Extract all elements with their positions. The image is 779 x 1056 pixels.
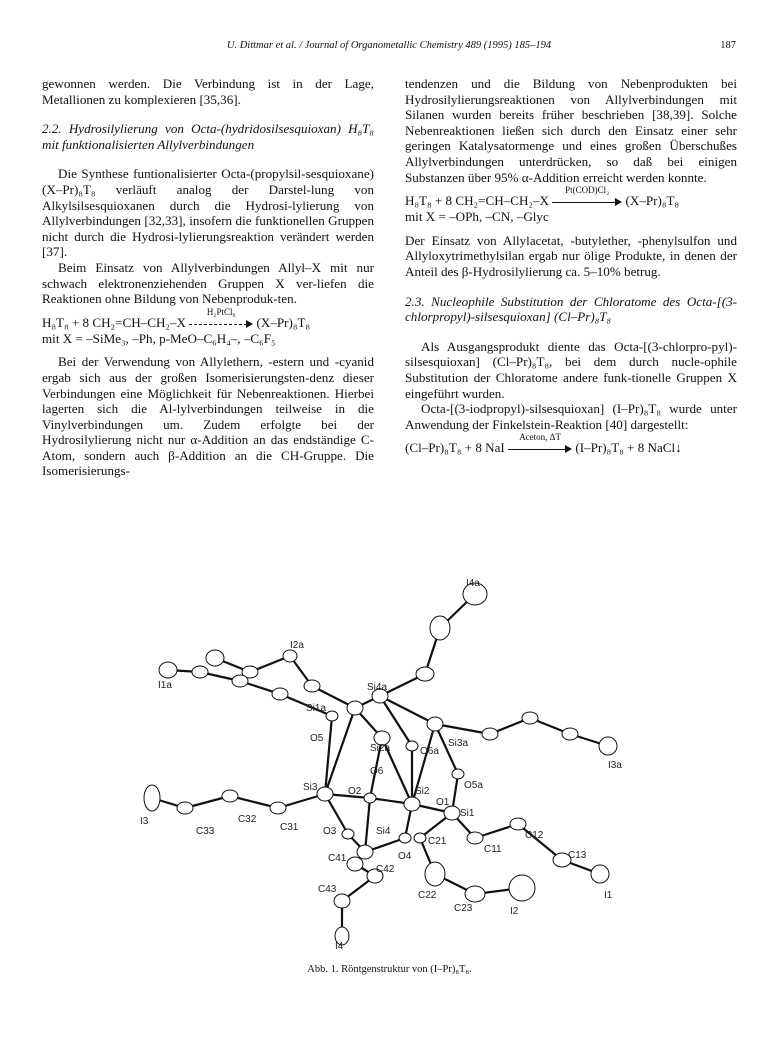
atom-label: C32 — [238, 814, 257, 825]
atom-label: Si3a — [448, 738, 469, 749]
figure-caption: Abb. 1. Röntgenstruktur von (I–Pr)₈T₈. — [307, 964, 472, 975]
atom-label: C13 — [568, 850, 587, 861]
atom-label: I4 — [335, 941, 344, 951]
left-column — [42, 76, 374, 479]
equation-3 — [405, 432, 737, 456]
atom-label: O1 — [436, 797, 450, 808]
atom-label: O4 — [398, 851, 412, 862]
atom-label: I3 — [140, 816, 149, 827]
atom-label: C23 — [454, 903, 473, 914]
substituent-list: mit X = –OPh, –CN, –Glyc — [405, 209, 549, 225]
atom-label: O6a — [420, 746, 439, 757]
atom-label: O5 — [310, 733, 324, 744]
catalyst-label: Pt(COD)Cl₂ — [565, 185, 610, 196]
running-header — [42, 40, 736, 56]
substituent-list: mit X = –SiMe₃, –Ph, p-MeO–C₆H₄–, –C₆F₅ — [42, 330, 276, 346]
atom-label: C22 — [418, 890, 437, 901]
atom-label: O3 — [323, 826, 337, 837]
atom-label: Si2a — [370, 743, 391, 754]
equation-left: H₈T₈ + 8 CH₂=CH–CH₂–X — [42, 314, 186, 330]
atom-label: C31 — [280, 822, 299, 833]
atom-label: I2a — [290, 640, 304, 651]
paragraph: gewonnen werden. Die Verbindung ist in der Lage, Metallionen zu komplexieren [35,36]. — [42, 76, 374, 107]
catalyst-label: H₂PtCl₆ — [206, 306, 236, 317]
equation-left: H₈T₈ + 8 CH₂=CH–CH₂–X — [405, 193, 549, 209]
reaction-arrow — [508, 432, 572, 456]
paragraph: Die Synthese funtionalisierter Octa-(propylsil-sesquioxane) (X–Pr)₈T₈ verläuft analog der Darstel-lung von Alkylsilsesquioxanen durch die Hydrosi-lylierung von Allylverbindungen [32,33], insofern die funktionellen Gruppen nicht durch die Hydrosi-lylierungsreaktion verändert werden [37]. — [42, 166, 374, 260]
atom-label: O2 — [348, 786, 362, 797]
atom-label: I3a — [608, 760, 622, 771]
atom-label: C21 — [428, 836, 447, 847]
atom-label: I2 — [510, 906, 519, 917]
equation-right: (X–Pr)₈T₈ — [625, 193, 680, 209]
section-heading: 2.3. Nucleophile Substitution der Chloratome des Octa-[(3-chlorpropyl)-silsesquioxan] (Cl–Pr)₈T₈ — [405, 293, 737, 325]
atom-label: Si4a — [367, 682, 388, 693]
equation-right: (X–Pr)₈T₈ — [256, 314, 311, 330]
reaction-arrow — [552, 185, 622, 209]
page-number: 187 — [720, 40, 736, 51]
paragraph: Der Einsatz von Allylacetat, -butylether, -phenylsulfon und Allyloxytrimethylsilan ergab nur ölige Produkte, in denen der Anteil des β-Hydrosilylierung ca. 5–10% betrug. — [405, 232, 737, 279]
atom-label: I1 — [604, 890, 613, 901]
paragraph: Beim Einsatz von Allylverbindungen Allyl–X mit nur schwach elektronenziehenden Gruppen X ver-liefen die Reaktionen ohne Bildung von Nebenproduk-ten. — [42, 259, 374, 307]
atom-label: C43 — [318, 884, 337, 895]
running-title: U. Dittmar et al. / Journal of Organometallic Chemistry 489 (1995) 185–194 — [226, 40, 552, 51]
equation-1 — [42, 306, 374, 331]
atom-label: C12 — [525, 830, 544, 841]
atom-label: Si1 — [460, 808, 475, 819]
right-column — [405, 76, 737, 456]
atom-label: Si1a — [306, 703, 327, 714]
atom-label: Si4 — [376, 826, 391, 837]
equation-right: (I–Pr)₈T₈ + 8 NaCl↓ — [575, 440, 682, 456]
atom-label: I4a — [466, 578, 480, 589]
crystal-structure-figure — [130, 576, 650, 951]
equation-left: (Cl–Pr)₈T₈ + 8 NaI — [405, 440, 505, 456]
paragraph: Als Ausgangsprodukt diente das Octa-[(3-chlorpro-pyl)-silsesquioxan] (Cl–Pr)₈T₈, bei dem durch nucle-ophile Substitution der Chloratome andere funk-tionelle Gruppen X eingeführt wurden. — [405, 338, 737, 401]
equation-2 — [405, 185, 737, 209]
atom-label: Si2 — [415, 786, 430, 797]
conditions-label: Aceton, ΔT — [519, 432, 561, 443]
atom-label: C11 — [484, 844, 502, 855]
atom-label: O6 — [370, 766, 384, 777]
atom-label: C42 — [376, 864, 395, 875]
atom-label: I1a — [158, 680, 172, 691]
paragraph: Bei der Verwendung von Allylethern, -estern und -cyanid ergab sich aus der großen Isomerisierungsten-denz dieser Verbindungen eine Möglichkeit für Nebenreaktionen. Hierbei lagerten sich die Al-lylverbindungen teilweise in die Vinylverbindungen um. Zudem erfolgte bei der Hydrosilylierung nicht nur α-Addition an das endständige C-Atom, sondern auch β-Addition an die CH-Gruppe. Die Isomerisierungs- — [42, 354, 374, 479]
section-heading: 2.2. Hydrosilylierung von Octa-(hydridosilsesquioxan) H₈T₈ mit funktionalisierten Allylverbindungen — [42, 121, 374, 152]
atom-label: O5a — [464, 780, 483, 791]
paragraph: Octa-[(3-iodpropyl)-silsesquioxan] (I–Pr)₈T₈ wurde unter Anwendung der Finkelstein-Reaktion [40] dargestellt: — [405, 401, 737, 432]
reaction-arrow — [189, 306, 253, 331]
atom-label: C33 — [196, 826, 215, 837]
atom-label: Si3 — [303, 782, 318, 793]
paragraph: tendenzen und die Bildung von Nebenprodukten bei Hydrosilylierungsreaktionen von Allylverbindungen mit Silanen wurden bereits früher beschrieben [38,39]. Solche Nebenreaktionen ließen sich durch den Einsatz einer sehr geringen Katalysatormenge und eines großen Überschußes Allylverbindungen unterdrücken, so daß bei einigen Substanzen über 95% α-Addition erreicht werden konnte. — [405, 76, 737, 185]
atom-label: C41 — [328, 853, 347, 864]
